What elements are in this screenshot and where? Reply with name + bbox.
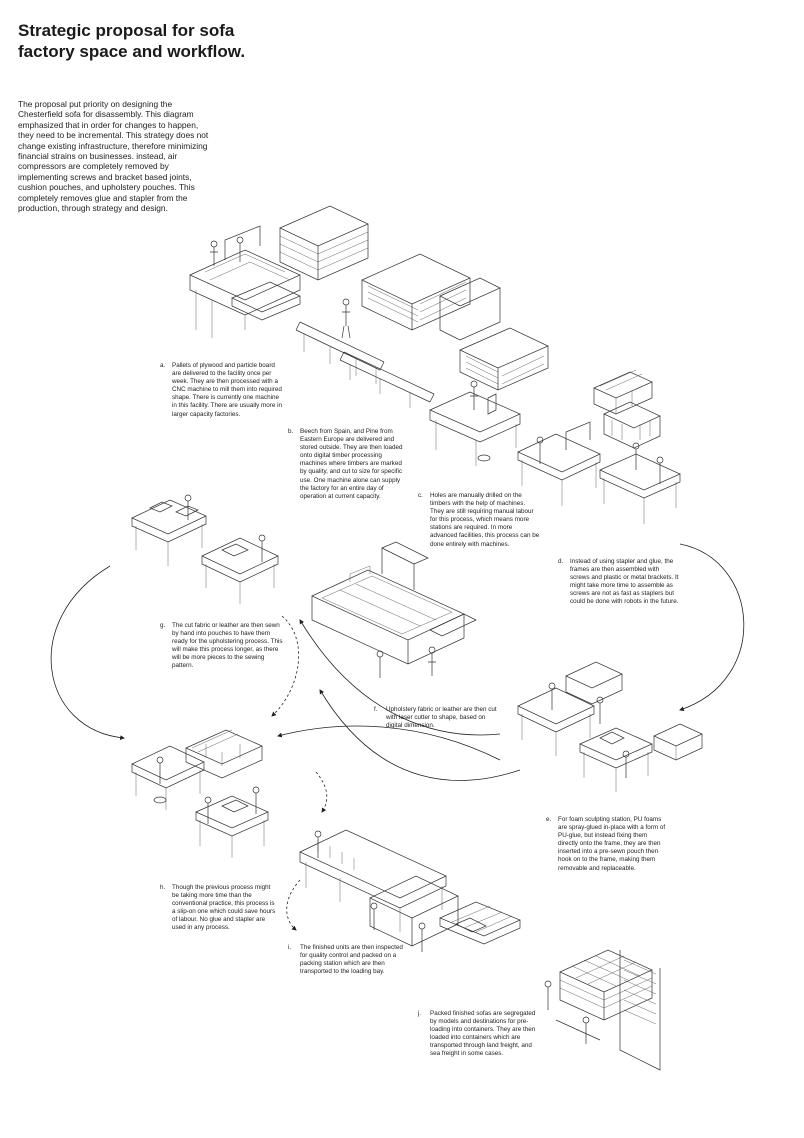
step-letter: d. [558,558,564,565]
step-note-h [160,884,278,933]
step-note-c [418,492,540,549]
step-note-j [418,1010,542,1059]
step-text: The cut fabric or leather are then sewn by hand into pouches to have them ready for the upholstering process. This will make this process longer, as there will be more pieces to the sewing pattern. [172,622,283,670]
step-text: Though the previous process might be taking more time than the conventional practice, this process is a slip-on one which could save hours of labour. No glue and stapler are used in any process. [172,884,276,932]
flow-arrow-g-to-h-left [51,566,124,738]
step-note-b [288,428,410,501]
frame-assembly-illustration [518,370,680,524]
drilling-station-illustration [430,381,520,466]
intro-paragraph: The proposal put priority on designing the Chesterfield sofa for disassembly. This diagram emphasized that in order for changes to happen, they need to be incremental. This strategy does not change existing infrastructure, therefore minimizing financial strains on businesses. instead, air compressors are completely removed by implementing screws and bracket based joints, cushion pouches, and upholstery pouches. This completely removes glue and stapler from the production, through strategy and design. [18,99,209,214]
page-title: Strategic proposal for sofa factory space and workflow. [18,21,246,61]
step-text: Upholstery fabric or leather are then cut with laser cutter to shape, based on digital dimension. [386,706,497,730]
step-note-d [558,558,680,607]
flow-arrow-to-h [278,726,500,760]
cnc-station-illustration [190,206,368,338]
step-note-g [160,622,284,671]
step-note-e [546,816,668,873]
step-letter: h. [160,884,166,891]
step-letter: g. [160,622,166,629]
timber-processing-illustration [296,254,548,408]
step-text: Pallets of plywood and particle board are delivered to the facility once per week. They are then processed with a CNC machine to mill them into required shape. There is currently one machine in this facility. There are usually more in larger capacity factories. [172,362,283,418]
flow-arrow-h-to-i-bottom [287,880,300,930]
sewing-station-illustration [132,495,278,604]
foam-sculpting-illustration [518,662,702,792]
step-text: The finished units are then inspected for quality control and packed on a packing station which are then transported to the loading bay. [300,944,403,976]
step-letter: e. [546,816,552,823]
step-letter: j. [418,1010,422,1017]
step-note-a [160,362,283,419]
step-text: Holes are manually drilled on the timbers with the help of machines. They are still requiring manual labour for this process, which means more stations are required. In more advanced facilities, this process can be done entirely with machines. [430,492,540,548]
step-letter: b. [288,428,294,435]
flow-arrow-d-to-e [680,544,744,710]
step-note-i [288,944,410,976]
step-letter: a. [160,362,166,369]
step-text: For foam sculpting station, PU foams are spray-glued in-place with a form of PU-glue, but instead fixing them directly onto the frame, they are then inserted into a pre-sewn pouch then hook on to the frame, making them removable and replaceable. [558,816,666,872]
step-letter: f. [374,706,378,713]
step-letter: i. [288,944,292,951]
step-text: Instead of using stapler and glue, the frames are then assembled with screws and plastic or metal brackets. It might take more time to assemble as screws are not as fast as staplers but could be done with robots in the future. [570,558,679,606]
loading-bay-illustration [545,950,660,1070]
flow-arrow-e-to-f [320,690,520,780]
step-text: Packed finished sofas are segregated by models and destinations for pre-loading into containers. They are then loaded into containers which are transported through land freight, and sea freight in some cases. [430,1010,536,1058]
step-text: Beech from Spain, and Pine from Eastern Europe are delivered and stored outside. They are then loaded onto digital timber processing machines where timbers are marked by quality, and cut to size for specific use. One machine alone can supply the factory for an entire day of operation at current capacity. [300,428,403,500]
laser-cutter-illustration [312,542,476,678]
upholstery-station-illustration [132,730,268,858]
step-letter: c. [418,492,423,499]
flow-arrow-h-to-i-top [316,772,327,812]
packing-station-illustration [300,830,520,952]
step-note-f [374,706,498,730]
